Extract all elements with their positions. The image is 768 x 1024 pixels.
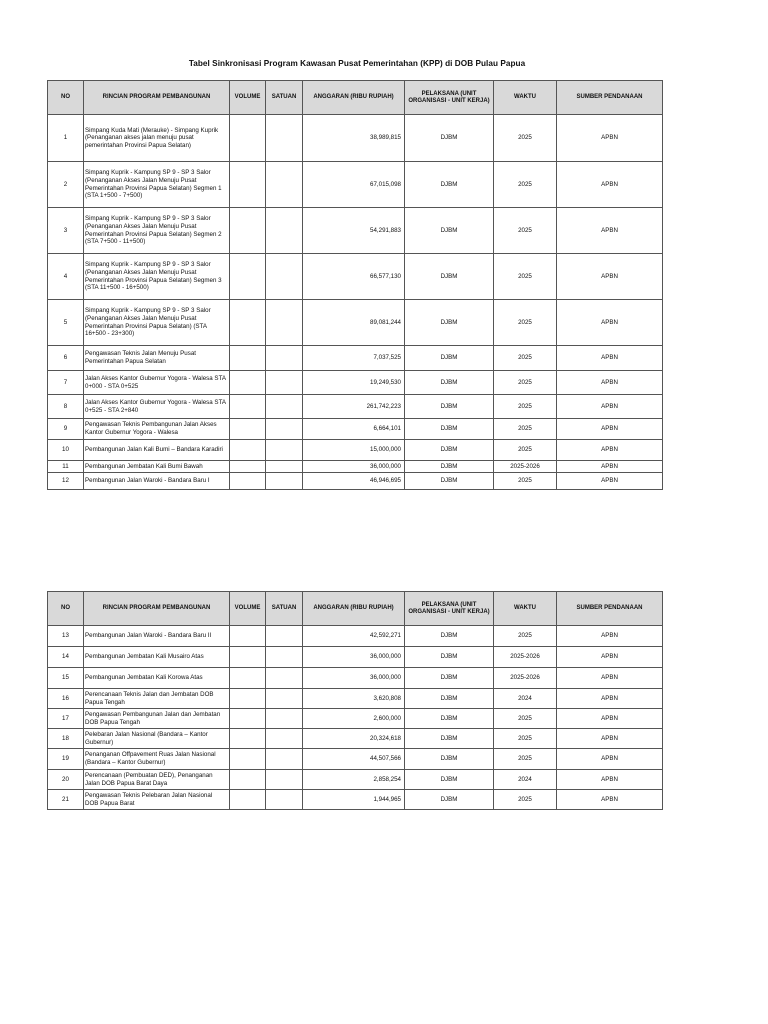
cell-waktu: 2025 bbox=[494, 473, 557, 490]
cell-waktu: 2025 bbox=[494, 729, 557, 749]
cell-sumber: APBN bbox=[557, 729, 663, 749]
header-row bbox=[48, 592, 663, 626]
cell-waktu: 2025 bbox=[494, 162, 557, 208]
cell-anggaran: 42,592,271 bbox=[303, 626, 405, 647]
header-no: NO bbox=[48, 592, 84, 626]
cell-sumber: APBN bbox=[557, 749, 663, 770]
table-row bbox=[48, 346, 663, 371]
cell-anggaran: 15,000,000 bbox=[303, 440, 405, 461]
header-volume: VOLUME bbox=[230, 81, 266, 115]
cell-volume bbox=[230, 647, 266, 668]
cell-rincian: Jalan Akses Kantor Gubernur Yogora - Walesa STA 0+525 - STA 2+840 bbox=[84, 395, 230, 419]
cell-sumber: APBN bbox=[557, 346, 663, 371]
cell-volume bbox=[230, 440, 266, 461]
cell-pelaksana: DJBM bbox=[405, 626, 494, 647]
cell-anggaran: 44,507,566 bbox=[303, 749, 405, 770]
cell-rincian: Penanganan Offpavement Ruas Jalan Nasional (Bandara – Kantor Gubernur) bbox=[84, 749, 230, 770]
cell-waktu: 2025 bbox=[494, 626, 557, 647]
cell-volume bbox=[230, 626, 266, 647]
cell-sumber: APBN bbox=[557, 668, 663, 689]
cell-pelaksana: DJBM bbox=[405, 647, 494, 668]
cell-sumber: APBN bbox=[557, 208, 663, 254]
header-anggaran: ANGGARAN (RIBU RUPIAH) bbox=[303, 592, 405, 626]
cell-rincian: Perencanaan Teknis Jalan dan Jembatan DOB Papua Tengah bbox=[84, 689, 230, 709]
cell-sumber: APBN bbox=[557, 395, 663, 419]
table-row bbox=[48, 300, 663, 346]
cell-rincian: Pelebaran Jalan Nasional (Bandara – Kantor Gubernur) bbox=[84, 729, 230, 749]
table-row bbox=[48, 749, 663, 770]
cell-waktu: 2025 bbox=[494, 254, 557, 300]
header-row bbox=[48, 81, 663, 115]
header-pelaksana: PELAKSANA (UNIT ORGANISASI - UNIT KERJA) bbox=[405, 592, 494, 626]
cell-pelaksana: DJBM bbox=[405, 440, 494, 461]
cell-volume bbox=[230, 473, 266, 490]
cell-no: 18 bbox=[48, 729, 84, 749]
cell-anggaran: 38,989,815 bbox=[303, 115, 405, 162]
cell-pelaksana: DJBM bbox=[405, 770, 494, 790]
header-anggaran: ANGGARAN (RIBU RUPIAH) bbox=[303, 81, 405, 115]
cell-satuan bbox=[266, 668, 303, 689]
cell-rincian: Jalan Akses Kantor Gubernur Yogora - Walesa STA 0+000 - STA 0+525 bbox=[84, 371, 230, 395]
cell-waktu: 2025 bbox=[494, 395, 557, 419]
cell-sumber: APBN bbox=[557, 770, 663, 790]
cell-anggaran: 67,015,098 bbox=[303, 162, 405, 208]
header-satuan: SATUAN bbox=[266, 592, 303, 626]
cell-no: 12 bbox=[48, 473, 84, 490]
cell-satuan bbox=[266, 770, 303, 790]
cell-sumber: APBN bbox=[557, 371, 663, 395]
cell-pelaksana: DJBM bbox=[405, 346, 494, 371]
cell-waktu: 2025 bbox=[494, 790, 557, 810]
cell-waktu: 2025 bbox=[494, 709, 557, 729]
table-row bbox=[48, 626, 663, 647]
cell-satuan bbox=[266, 208, 303, 254]
header-rincian: RINCIAN PROGRAM PEMBANGUNAN bbox=[84, 81, 230, 115]
cell-sumber: APBN bbox=[557, 162, 663, 208]
table-row bbox=[48, 419, 663, 440]
cell-volume bbox=[230, 729, 266, 749]
cell-satuan bbox=[266, 162, 303, 208]
cell-sumber: APBN bbox=[557, 473, 663, 490]
cell-no: 16 bbox=[48, 689, 84, 709]
header-no: NO bbox=[48, 81, 84, 115]
cell-rincian: Pengawasan Teknis Pembangunan Jalan Akses Kantor Gubernur Yogora - Walesa bbox=[84, 419, 230, 440]
cell-sumber: APBN bbox=[557, 689, 663, 709]
table-row bbox=[48, 162, 663, 208]
cell-anggaran: 6,664,101 bbox=[303, 419, 405, 440]
cell-no: 20 bbox=[48, 770, 84, 790]
cell-satuan bbox=[266, 626, 303, 647]
cell-waktu: 2025 bbox=[494, 419, 557, 440]
cell-no: 10 bbox=[48, 440, 84, 461]
cell-sumber: APBN bbox=[557, 254, 663, 300]
cell-no: 13 bbox=[48, 626, 84, 647]
cell-volume bbox=[230, 770, 266, 790]
cell-no: 2 bbox=[48, 162, 84, 208]
cell-pelaksana: DJBM bbox=[405, 395, 494, 419]
cell-satuan bbox=[266, 709, 303, 729]
cell-waktu: 2025 bbox=[494, 346, 557, 371]
cell-anggaran: 36,000,000 bbox=[303, 461, 405, 473]
cell-rincian: Simpang Kuprik - Kampung SP 9 - SP 3 Salor (Penanganan Akses Jalan Menuju Pusat Pemerintahan Provinsi Papua Selatan) Segmen 1 (STA 1+500 - 7+500) bbox=[84, 162, 230, 208]
table-row bbox=[48, 208, 663, 254]
cell-no: 4 bbox=[48, 254, 84, 300]
cell-anggaran: 7,037,525 bbox=[303, 346, 405, 371]
cell-rincian: Simpang Kuprik - Kampung SP 9 - SP 3 Salor (Penanganan Akses Jalan Menuju Pusat Pemerintahan Provinsi Papua Selatan) (STA 16+500 - 23+300) bbox=[84, 300, 230, 346]
table-row bbox=[48, 440, 663, 461]
table-row bbox=[48, 115, 663, 162]
table-row bbox=[48, 689, 663, 709]
cell-anggaran: 3,620,808 bbox=[303, 689, 405, 709]
table-row bbox=[48, 790, 663, 810]
page-title: Tabel Sinkronisasi Program Kawasan Pusat Pemerintahan (KPP) di DOB Pulau Papua bbox=[188, 59, 526, 68]
cell-rincian: Pembangunan Jalan Waroki - Bandara Baru I bbox=[84, 473, 230, 490]
cell-sumber: APBN bbox=[557, 115, 663, 162]
cell-volume bbox=[230, 668, 266, 689]
cell-no: 8 bbox=[48, 395, 84, 419]
cell-rincian: Pembangunan Jembatan Kali Korowa Atas bbox=[84, 668, 230, 689]
cell-satuan bbox=[266, 473, 303, 490]
cell-satuan bbox=[266, 647, 303, 668]
cell-satuan bbox=[266, 440, 303, 461]
table-row bbox=[48, 254, 663, 300]
cell-anggaran: 46,946,695 bbox=[303, 473, 405, 490]
program-table-1 bbox=[47, 80, 663, 490]
cell-waktu: 2024 bbox=[494, 770, 557, 790]
cell-rincian: Simpang Kuda Mati (Merauke) - Simpang Kuprik (Penanganan akses jalan menuju pusat pemerintahan Provinsi Papua Selatan) bbox=[84, 115, 230, 162]
cell-anggaran: 89,081,244 bbox=[303, 300, 405, 346]
cell-no: 14 bbox=[48, 647, 84, 668]
cell-sumber: APBN bbox=[557, 419, 663, 440]
cell-sumber: APBN bbox=[557, 709, 663, 729]
cell-rincian: Simpang Kuprik - Kampung SP 9 - SP 3 Salor (Penanganan Akses Jalan Menuju Pusat Pemerintahan Provinsi Papua Selatan) Segmen 2 (STA 7+500 - 11+500) bbox=[84, 208, 230, 254]
cell-pelaksana: DJBM bbox=[405, 749, 494, 770]
cell-volume bbox=[230, 371, 266, 395]
cell-pelaksana: DJBM bbox=[405, 419, 494, 440]
table-row bbox=[48, 371, 663, 395]
cell-pelaksana: DJBM bbox=[405, 473, 494, 490]
cell-volume bbox=[230, 419, 266, 440]
header-volume: VOLUME bbox=[230, 592, 266, 626]
cell-waktu: 2025 bbox=[494, 208, 557, 254]
cell-pelaksana: DJBM bbox=[405, 254, 494, 300]
cell-pelaksana: DJBM bbox=[405, 461, 494, 473]
cell-satuan bbox=[266, 729, 303, 749]
cell-pelaksana: DJBM bbox=[405, 790, 494, 810]
cell-no: 9 bbox=[48, 419, 84, 440]
cell-satuan bbox=[266, 419, 303, 440]
cell-satuan bbox=[266, 346, 303, 371]
cell-sumber: APBN bbox=[557, 440, 663, 461]
cell-rincian: Pengawasan Teknis Pelebaran Jalan Nasional DOB Papua Barat bbox=[84, 790, 230, 810]
cell-no: 21 bbox=[48, 790, 84, 810]
cell-anggaran: 66,577,130 bbox=[303, 254, 405, 300]
cell-pelaksana: DJBM bbox=[405, 300, 494, 346]
cell-sumber: APBN bbox=[557, 626, 663, 647]
cell-waktu: 2025 bbox=[494, 749, 557, 770]
cell-satuan bbox=[266, 115, 303, 162]
cell-volume bbox=[230, 254, 266, 300]
table-row bbox=[48, 461, 663, 473]
cell-waktu: 2025 bbox=[494, 115, 557, 162]
cell-no: 7 bbox=[48, 371, 84, 395]
cell-volume bbox=[230, 689, 266, 709]
cell-volume bbox=[230, 749, 266, 770]
table-row bbox=[48, 770, 663, 790]
cell-waktu: 2025 bbox=[494, 440, 557, 461]
cell-satuan bbox=[266, 461, 303, 473]
header-rincian: RINCIAN PROGRAM PEMBANGUNAN bbox=[84, 592, 230, 626]
cell-satuan bbox=[266, 371, 303, 395]
cell-waktu: 2025 bbox=[494, 300, 557, 346]
table-row bbox=[48, 709, 663, 729]
cell-satuan bbox=[266, 300, 303, 346]
cell-no: 15 bbox=[48, 668, 84, 689]
cell-satuan bbox=[266, 689, 303, 709]
cell-anggaran: 2,858,254 bbox=[303, 770, 405, 790]
cell-sumber: APBN bbox=[557, 461, 663, 473]
cell-pelaksana: DJBM bbox=[405, 668, 494, 689]
cell-satuan bbox=[266, 254, 303, 300]
cell-anggaran: 261,742,223 bbox=[303, 395, 405, 419]
cell-pelaksana: DJBM bbox=[405, 689, 494, 709]
cell-anggaran: 36,000,000 bbox=[303, 668, 405, 689]
header-satuan: SATUAN bbox=[266, 81, 303, 115]
cell-anggaran: 19,249,530 bbox=[303, 371, 405, 395]
cell-volume bbox=[230, 709, 266, 729]
cell-waktu: 2025-2026 bbox=[494, 668, 557, 689]
cell-volume bbox=[230, 790, 266, 810]
cell-no: 5 bbox=[48, 300, 84, 346]
cell-anggaran: 54,291,883 bbox=[303, 208, 405, 254]
program-table-2 bbox=[47, 591, 663, 810]
table-row bbox=[48, 395, 663, 419]
cell-waktu: 2024 bbox=[494, 689, 557, 709]
cell-anggaran: 36,000,000 bbox=[303, 647, 405, 668]
cell-rincian: Pembangunan Jembatan Kali Musairo Atas bbox=[84, 647, 230, 668]
cell-anggaran: 20,324,618 bbox=[303, 729, 405, 749]
cell-no: 6 bbox=[48, 346, 84, 371]
cell-anggaran: 1,944,965 bbox=[303, 790, 405, 810]
cell-volume bbox=[230, 115, 266, 162]
cell-sumber: APBN bbox=[557, 300, 663, 346]
header-waktu: WAKTU bbox=[494, 81, 557, 115]
table-row bbox=[48, 729, 663, 749]
cell-satuan bbox=[266, 395, 303, 419]
cell-no: 19 bbox=[48, 749, 84, 770]
cell-rincian: Perencanaan (Pembuatan DED), Penanganan Jalan DOB Papua Barat Daya bbox=[84, 770, 230, 790]
cell-waktu: 2025-2026 bbox=[494, 461, 557, 473]
cell-pelaksana: DJBM bbox=[405, 371, 494, 395]
cell-rincian: Simpang Kuprik - Kampung SP 9 - SP 3 Salor (Penanganan Akses Jalan Menuju Pusat Pemerintahan Provinsi Papua Selatan) Segmen 3 (STA 11+500 - 16+500) bbox=[84, 254, 230, 300]
header-sumber: SUMBER PENDANAAN bbox=[557, 592, 663, 626]
cell-pelaksana: DJBM bbox=[405, 162, 494, 208]
header-sumber: SUMBER PENDANAAN bbox=[557, 81, 663, 115]
cell-satuan bbox=[266, 749, 303, 770]
header-waktu: WAKTU bbox=[494, 592, 557, 626]
cell-waktu: 2025 bbox=[494, 371, 557, 395]
cell-volume bbox=[230, 300, 266, 346]
cell-rincian: Pengawasan Teknis Jalan Menuju Pusat Pemerintahan Papua Selatan bbox=[84, 346, 230, 371]
cell-volume bbox=[230, 208, 266, 254]
cell-rincian: Pengawasan Pembangunan Jalan dan Jembatan DOB Papua Tengah bbox=[84, 709, 230, 729]
cell-no: 11 bbox=[48, 461, 84, 473]
cell-volume bbox=[230, 162, 266, 208]
cell-pelaksana: DJBM bbox=[405, 709, 494, 729]
cell-pelaksana: DJBM bbox=[405, 729, 494, 749]
cell-satuan bbox=[266, 790, 303, 810]
cell-no: 3 bbox=[48, 208, 84, 254]
cell-no: 1 bbox=[48, 115, 84, 162]
cell-volume bbox=[230, 395, 266, 419]
cell-rincian: Pembangunan Jalan Waroki - Bandara Baru II bbox=[84, 626, 230, 647]
cell-no: 17 bbox=[48, 709, 84, 729]
cell-anggaran: 2,600,000 bbox=[303, 709, 405, 729]
cell-rincian: Pembangunan Jalan Kali Bumi – Bandara Karadiri bbox=[84, 440, 230, 461]
cell-sumber: APBN bbox=[557, 647, 663, 668]
cell-waktu: 2025-2026 bbox=[494, 647, 557, 668]
table-row bbox=[48, 668, 663, 689]
cell-volume bbox=[230, 461, 266, 473]
table-row bbox=[48, 473, 663, 490]
cell-rincian: Pembangunan Jembatan Kali Bumi Bawah bbox=[84, 461, 230, 473]
table-row bbox=[48, 647, 663, 668]
cell-pelaksana: DJBM bbox=[405, 115, 494, 162]
header-pelaksana: PELAKSANA (UNIT ORGANISASI - UNIT KERJA) bbox=[405, 81, 494, 115]
cell-volume bbox=[230, 346, 266, 371]
cell-sumber: APBN bbox=[557, 790, 663, 810]
cell-pelaksana: DJBM bbox=[405, 208, 494, 254]
